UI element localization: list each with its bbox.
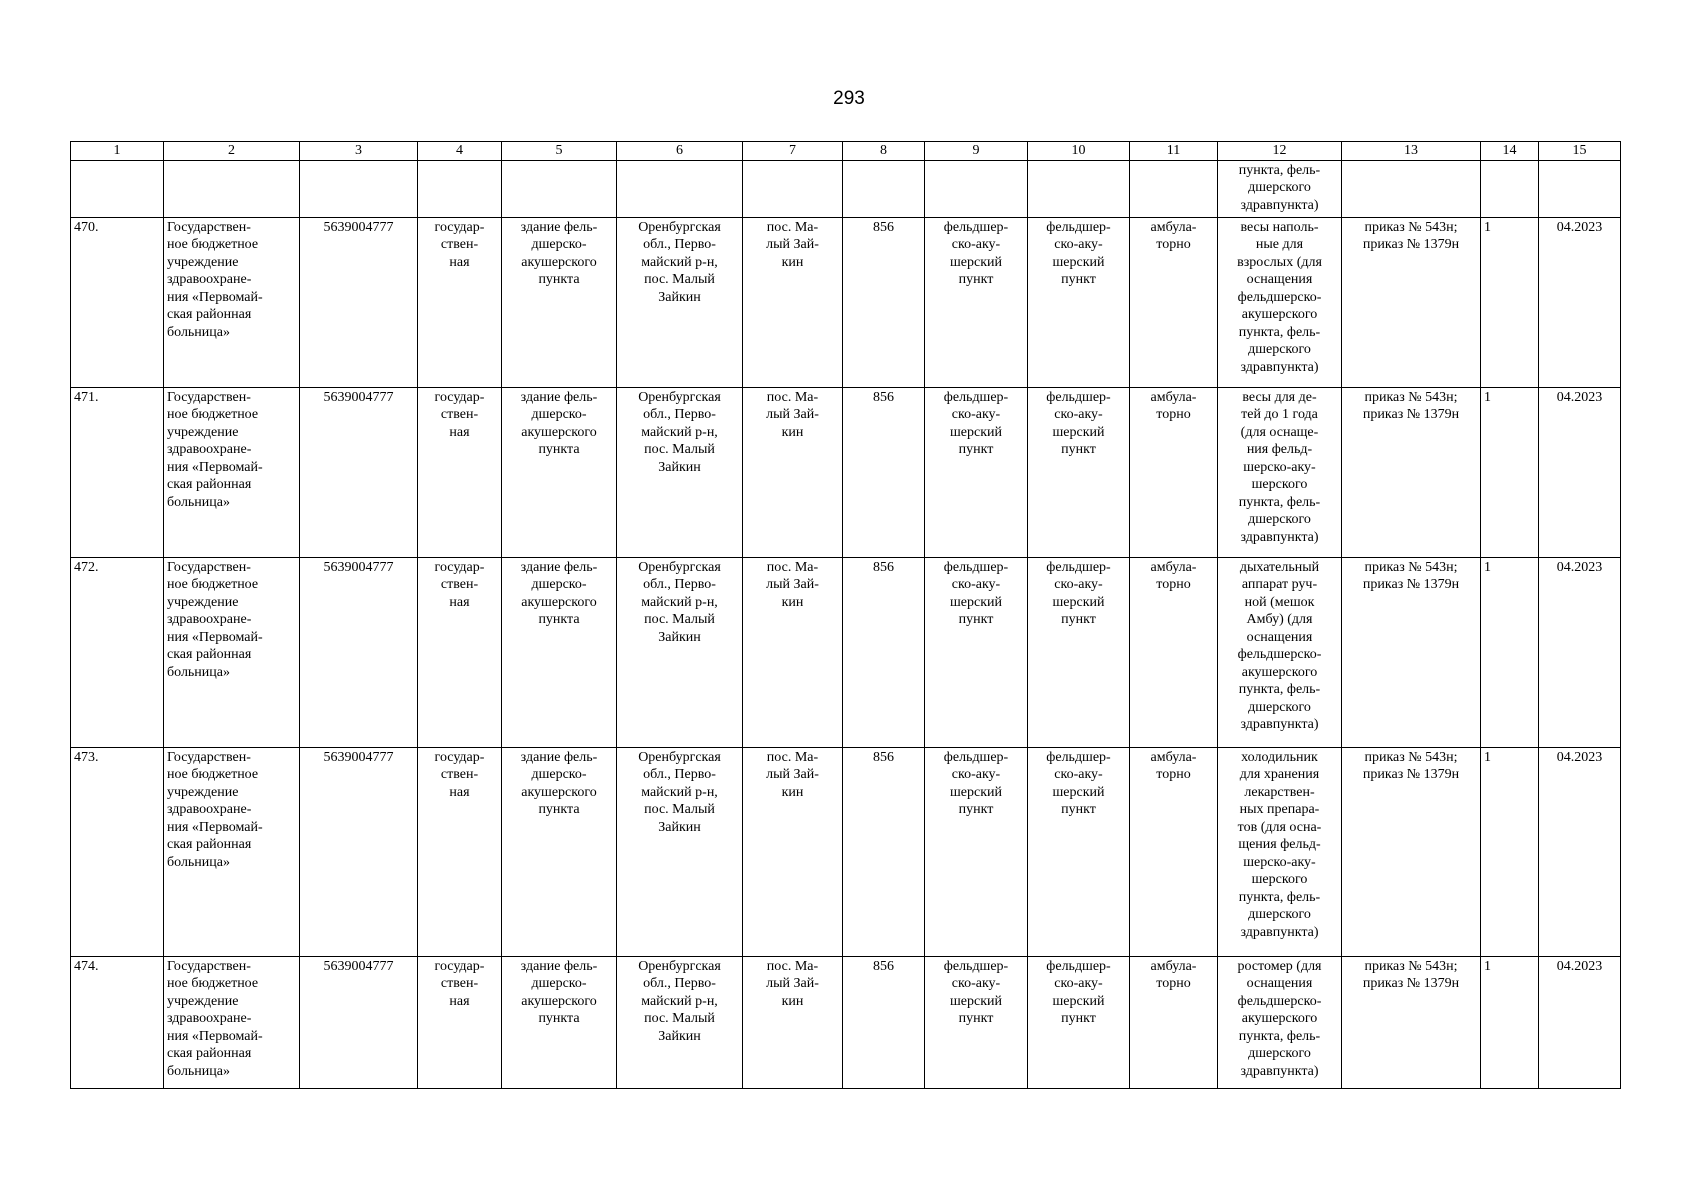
building-cell: здание фель- дшерско- акушерского пункта [520,958,598,1026]
column-header: 13 [1342,142,1481,161]
unit-name-cell: фельдшер- ско-аку- шерский пункт [1046,559,1111,627]
equipment-cell: весы наполь- ные для взрослых (для оснащения фельдшерско- акушерского пункта, фель- дшерского здравпункта) [1237,219,1322,375]
ownership-cell: государ- ствен- ная [434,958,485,1009]
row-number-cell: 472. [74,559,99,575]
settlement-cell: пос. Ма- лый Зай- кин [766,559,819,610]
unit-type-cell: фельдшер- ско-аку- шерский пункт [943,389,1009,457]
unit-type-cell: фельдшер- ско-аку- шерский пункт [943,219,1009,287]
table-row [71,217,1621,387]
ownership-cell: государ- ствен- ная [434,219,485,270]
column-header: 5 [502,142,617,161]
orders-cell: приказ № 543н; приказ № 1379н [1362,219,1460,252]
inn-cell: 5639004777 [323,389,394,405]
institution-cell: Государствен- ное бюджетное учреждение здравоохране- ния «Первомай- ская районная больница» [167,389,263,510]
code-cell: 856 [873,958,894,974]
building-cell: здание фель- дшерско- акушерского пункта [520,749,598,817]
ownership-cell: государ- ствен- ная [434,749,485,800]
code-cell: 856 [873,219,894,235]
equipment-cell: холодильник для хранения лекарствен- ных препара- тов (для осна- щения фельд- шерско-аку- шерского пункта, фель- дшерского здравпункта) [1237,749,1322,940]
unit-name-cell: фельдшер- ско-аку- шерский пункт [1046,389,1111,457]
institution-cell: Государствен- ное бюджетное учреждение здравоохране- ния «Первомай- ская районная больница» [167,749,263,870]
care-form-cell: амбула- торно [1150,958,1197,991]
table-row [71,557,1621,747]
building-cell: здание фель- дшерско- акушерского пункта [520,559,598,627]
unit-type-cell: фельдшер- ско-аку- шерский пункт [943,559,1009,627]
column-header: 6 [617,142,743,161]
column-header: 15 [1539,142,1621,161]
equipment-cell: дыхательный аппарат руч- ной (мешок Амбу) (для оснащения фельдшерско- акушерского пункта, фель- дшерского здравпункта) [1237,559,1322,732]
address-cell: Оренбургская обл., Перво- майский р-н, пос. Малый Зайкин [638,749,721,835]
equipment-cell: пункта, фель- дшерского здравпункта) [1238,162,1321,213]
row-number-cell: 474. [74,958,99,974]
date-cell: 04.2023 [1556,219,1603,235]
quantity-cell: 1 [1484,749,1491,765]
settlement-cell: пос. Ма- лый Зай- кин [766,389,819,440]
inn-cell: 5639004777 [323,219,394,235]
unit-name-cell: фельдшер- ско-аку- шерский пункт [1046,958,1111,1026]
row-number-cell: 471. [74,389,99,405]
column-header: 9 [925,142,1028,161]
date-cell: 04.2023 [1556,958,1603,974]
address-cell: Оренбургская обл., Перво- майский р-н, пос. Малый Зайкин [638,219,721,305]
ownership-cell: государ- ствен- ная [434,389,485,440]
building-cell: здание фель- дшерско- акушерского пункта [520,389,598,457]
column-header: 2 [164,142,300,161]
orders-cell: приказ № 543н; приказ № 1379н [1362,389,1460,422]
row-number-cell: 470. [74,219,99,235]
table-row [71,956,1621,1088]
quantity-cell: 1 [1484,958,1491,974]
settlement-cell: пос. Ма- лый Зай- кин [766,958,819,1009]
quantity-cell: 1 [1484,219,1491,235]
column-header: 14 [1481,142,1539,161]
orders-cell: приказ № 543н; приказ № 1379н [1362,559,1460,592]
unit-name-cell: фельдшер- ско-аку- шерский пункт [1046,219,1111,287]
date-cell: 04.2023 [1556,749,1603,765]
ownership-cell: государ- ствен- ная [434,559,485,610]
code-cell: 856 [873,389,894,405]
equipment-cell: весы для де- тей до 1 года (для оснаще- ния фельд- шерско-аку- шерского пункта, фель- дшерского здравпункта) [1238,389,1321,545]
column-header: 8 [843,142,925,161]
unit-type-cell: фельдшер- ско-аку- шерский пункт [943,749,1009,817]
table-row [71,747,1621,956]
page-number: 293 [833,88,865,109]
settlement-cell: пос. Ма- лый Зай- кин [766,749,819,800]
institution-cell: Государствен- ное бюджетное учреждение здравоохране- ния «Первомай- ская районная больница» [167,559,263,680]
inn-cell: 5639004777 [323,958,394,974]
code-cell: 856 [873,749,894,765]
building-cell: здание фель- дшерско- акушерского пункта [520,219,598,287]
row-number-cell: 473. [74,749,99,765]
settlement-cell: пос. Ма- лый Зай- кин [766,219,819,270]
quantity-cell: 1 [1484,389,1491,405]
care-form-cell: амбула- торно [1150,749,1197,782]
orders-cell: приказ № 543н; приказ № 1379н [1362,749,1460,782]
equipment-cell: ростомер (для оснащения фельдшерско- акушерского пункта, фель- дшерского здравпункта) [1237,958,1322,1079]
orders-cell: приказ № 543н; приказ № 1379н [1362,958,1460,991]
care-form-cell: амбула- торно [1150,219,1197,252]
care-form-cell: амбула- торно [1150,559,1197,592]
column-header: 7 [743,142,843,161]
address-cell: Оренбургская обл., Перво- майский р-н, пос. Малый Зайкин [638,559,721,645]
quantity-cell: 1 [1484,559,1491,575]
table-row [71,387,1621,557]
registry-table [70,141,1621,1089]
column-header: 1 [71,142,164,161]
column-header: 3 [300,142,418,161]
institution-cell: Государствен- ное бюджетное учреждение здравоохране- ния «Первомай- ская районная больница» [167,958,263,1079]
continuation-row [71,160,1621,217]
inn-cell: 5639004777 [323,749,394,765]
column-header: 12 [1218,142,1342,161]
date-cell: 04.2023 [1556,389,1603,405]
address-cell: Оренбургская обл., Перво- майский р-н, пос. Малый Зайкин [638,958,721,1044]
address-cell: Оренбургская обл., Перво- майский р-н, пос. Малый Зайкин [638,389,721,475]
column-header: 4 [418,142,502,161]
unit-type-cell: фельдшер- ско-аку- шерский пункт [943,958,1009,1026]
inn-cell: 5639004777 [323,559,394,575]
column-header: 11 [1130,142,1218,161]
column-number-row [71,142,1621,161]
date-cell: 04.2023 [1556,559,1603,575]
column-header: 10 [1028,142,1130,161]
unit-name-cell: фельдшер- ско-аку- шерский пункт [1046,749,1111,817]
care-form-cell: амбула- торно [1150,389,1197,422]
institution-cell: Государствен- ное бюджетное учреждение здравоохране- ния «Первомай- ская районная больница» [167,219,263,340]
code-cell: 856 [873,559,894,575]
